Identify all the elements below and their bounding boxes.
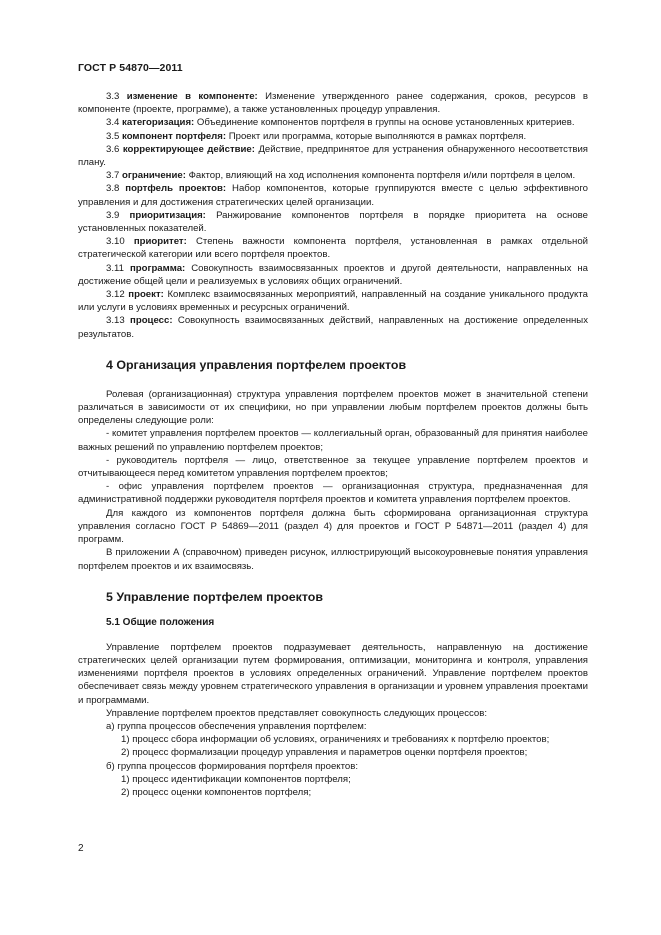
document-header: ГОСТ Р 54870—2011 <box>78 62 183 74</box>
section-4-heading: 4 Организация управления портфелем проектов <box>106 357 407 372</box>
section-5-heading: 5 Управление портфелем проектов <box>106 589 323 604</box>
process-item: 2) процесс формализации процедур управления и параметров оценки портфеля проектов; <box>121 747 528 759</box>
definition-3-10: 3.10 приоритет: Степень важности компонента портфеля, установленная в рамках отдельной стратегической категории или всего портфеля проектов. <box>78 236 589 261</box>
section-4-intro: Ролевая (организационная) структура управления портфелем проектов может в значительной степени различаться в зависимости от их специфики, но при управлении любым портфелем проектов должны быть определены следующие роли: <box>78 388 588 427</box>
process-item: 2) процесс оценки компонентов портфеля; <box>121 786 312 798</box>
page-number: 2 <box>78 843 84 854</box>
definition-3-3: 3.3 изменение в компоненте: Изменение утвержденного ранее содержания, сроков, ресурсов в компоненте (проекте, программе), а также установленных процедур управления. <box>78 91 589 116</box>
section-5-paragraph-1: Управление портфелем проектов подразумевает деятельность, направленную на достижение стратегических целей организации путем формирования, оптимизации, мониторинга и контроля, управления изменениями портфеля проектов в условиях определенных ограничений. Управление портфелем проектов обеспечивает связь между уровнем стратегического управления в организации и уровнем управления проектами и программами. <box>78 641 588 706</box>
process-group-b: б) группа процессов формирования портфеля проектов: <box>106 760 358 772</box>
definition-3-8: 3.8 портфель проектов: Набор компонентов, которые группируются вместе с целью эффективного управления и для достижения стратегических целей организации. <box>78 183 588 208</box>
definition-3-5: 3.5 компонент портфеля: Проект или программа, которые выполняются в рамках портфеля. <box>106 130 527 142</box>
definition-3-12: 3.12 проект: Комплекс взаимосвязанных мероприятий, направленный на создание уникального продукта или услуги в условиях временных и ресурсных ограничений. <box>78 289 588 314</box>
process-group-a: а) группа процессов обеспечения управления портфелем: <box>106 720 367 732</box>
process-item: 1) процесс сбора информации об условиях, ограничениях и требованиях к портфелю проектов; <box>121 734 550 746</box>
process-item: 1) процесс идентификации компонентов портфеля; <box>121 773 351 785</box>
definition-3-4: 3.4 категоризация: Объединение компонентов портфеля в группы на основе установленных критериев. <box>106 117 575 129</box>
definition-3-9: 3.9 приоритизация: Ранжирование компонентов портфеля в порядке приоритета на основе установленных показателей. <box>78 209 588 235</box>
definition-3-11: 3.11 программа: Совокупность взаимосвязанных проектов и другой деятельности, направленных на достижение общей цели и реализуемых в условиях общих ограничений. <box>78 262 588 287</box>
definition-3-13: 3.13 процесс: Совокупность взаимосвязанных действий, направленных на достижение определенных результатов. <box>78 315 588 340</box>
role-portfolio-manager: - руководитель портфеля — лицо, ответственное за текущее управление портфелем проектов и отчитывающееся перед комитетом управления портфелем проектов; <box>78 454 588 480</box>
definition-3-6: 3.6 корректирующее действие: Действие, предпринятое для устранения обнаруженного несоответствия плану. <box>78 143 589 169</box>
definitions-list <box>78 90 588 341</box>
subsection-5-1-heading: 5.1 Общие положения <box>106 616 215 628</box>
section-5-paragraph-2: Управление портфелем проектов представляет совокупность следующих процессов: <box>106 707 488 719</box>
role-portfolio-office: - офис управления портфелем проектов — организационная структура, предназначенная для административной поддержки руководителя портфеля проектов и комитета управления портфелем проектов. <box>78 481 588 506</box>
definition-3-7: 3.7 ограничение: Фактор, влияющий на ход исполнения компонента портфеля и/или портфеля в целом. <box>106 170 576 182</box>
page-body <box>78 90 588 799</box>
section-4-paragraph-3: В приложении А (справочном) приведен рисунок, иллюстрирующий высокоуровневые понятия управления портфелем проектов и их взаимосвязь. <box>78 547 588 572</box>
section-4-paragraph-2: Для каждого из компонентов портфеля должна быть сформирована организационная структура управления согласно ГОСТ Р 54869—2011 (раздел 4) для проектов и ГОСТ Р 54871—2011 (раздел 4) для программ. <box>78 507 588 546</box>
role-committee: - комитет управления портфелем проектов — коллегиальный орган, образованный для принятия наиболее важных решений по управлению портфелем проектов; <box>78 428 588 453</box>
